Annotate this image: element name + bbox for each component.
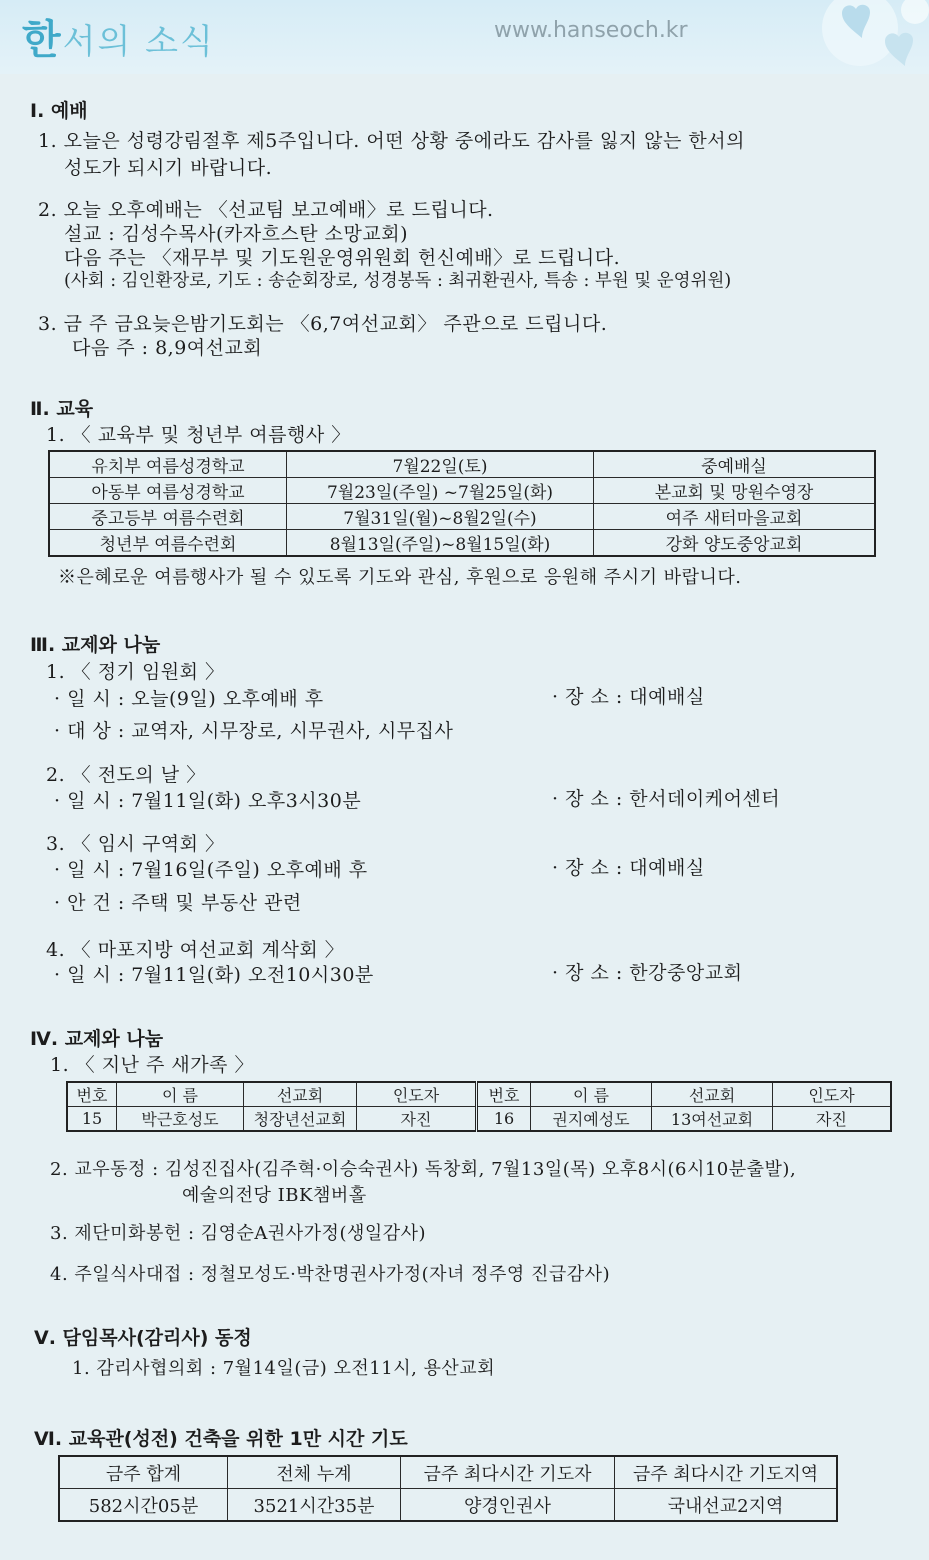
fellowship-item-1-date: · 일 시 : 오늘(9일) 오후예배 후: [54, 688, 324, 710]
fellowship-item-4-place: · 장 소 : 한강중앙교회: [552, 962, 743, 984]
summer-events-table: [48, 450, 876, 557]
fellowship-item-2-date: · 일 시 : 7월11일(화) 오후3시30분: [54, 790, 362, 812]
worship-item-2-line-4: (사회 : 김인환장로, 기도 : 송순회장로, 성경봉독 : 최귀환권사, 특송 : 부원 및 운영위원): [64, 271, 732, 291]
table-row: 아동부 여름성경학교 7월23일(주일) ~7월25일(화) 본교회 및 망원수영장: [49, 478, 875, 504]
new-family-title: 1. 〈 지난 주 새가족 〉: [50, 1054, 254, 1076]
lunch-sponsor: 4. 주일식사대접 : 정철모성도·박찬명권사가정(자녀 정주영 진급감사): [50, 1264, 611, 1285]
fellowship-item-3-title: 3. 〈 임시 구역회 〉: [46, 833, 225, 855]
table-row: 15 박근호성도 청장년선교회 자진 16 권지예성도 13여선교회 자진: [67, 1107, 891, 1132]
fellowship-item-1-place: · 장 소 : 대예배실: [552, 686, 705, 708]
heart-decoration-icon: [740, 0, 929, 74]
worship-item-2-line-2: 설교 : 김성수목사(카자흐스탄 소망교회): [64, 223, 409, 245]
fellowship-item-3-date: · 일 시 : 7월16일(주일) 오후예배 후: [54, 859, 368, 881]
newsletter-title: 한서의 소식: [22, 17, 215, 63]
fellowship-item-1-target: · 대 상 : 교역자, 시무장로, 시무권사, 시무집사: [54, 720, 454, 742]
worship-item-1-line-1: 1. 오늘은 성령강림절후 제5주입니다. 어떤 상황 중에라도 감사를 잃지 않는 한서의: [38, 130, 745, 152]
table-row: 금주 합계 전체 누계 금주 최다시간 기도자 금주 최다시간 기도지역: [59, 1456, 837, 1489]
worship-item-3-line-1: 3. 금 주 금요늦은밤기도회는 〈6,7여선교회〉 주관으로 드립니다.: [38, 313, 608, 335]
member-news-line-2: 예술의전당 IBK챔버홀: [182, 1185, 367, 1206]
section-5-heading: Ⅴ. 담임목사(감리사) 동정: [34, 1327, 252, 1349]
education-event-title: 1. 〈 교육부 및 청년부 여름행사 〉: [46, 424, 351, 446]
table-row: 582시간05분 3521시간35분 양경인권사 국내선교2지역: [59, 1489, 837, 1522]
fellowship-item-4-date: · 일 시 : 7월11일(화) 오전10시30분: [54, 964, 374, 986]
prayer-hours-table: [58, 1455, 838, 1522]
table-row: 중고등부 여름수련회 7월31일(월)~8월2일(수) 여주 새터마을교회: [49, 504, 875, 530]
worship-item-1-line-2: 성도가 되시기 바랍니다.: [64, 157, 273, 179]
fellowship-item-3-place: · 장 소 : 대예배실: [552, 857, 705, 879]
altar-flowers: 3. 제단미화봉헌 : 김영순A권사가정(생일감사): [50, 1223, 427, 1244]
section-6-heading: Ⅵ. 교육관(성전) 건축을 위한 1만 시간 기도: [34, 1428, 408, 1450]
table-row: 유치부 여름성경학교 7월22일(토) 중예배실: [49, 451, 875, 478]
website-url[interactable]: www.hanseoch.kr: [494, 18, 688, 43]
new-family-table: [66, 1081, 892, 1132]
fellowship-item-1-title: 1. 〈 정기 임원회 〉: [46, 661, 225, 683]
fellowship-item-4-title: 4. 〈 마포지방 여선교회 계삭회 〉: [46, 939, 345, 961]
fellowship-item-2-title: 2. 〈 전도의 날 〉: [46, 764, 206, 786]
newsletter-header: [0, 0, 929, 74]
section-4-heading: Ⅳ. 교제와 나눔: [30, 1028, 164, 1050]
worship-item-3-line-2: 다음 주 : 8,9여선교회: [72, 337, 263, 359]
section-3-heading: Ⅲ. 교제와 나눔: [30, 634, 161, 656]
section-2-heading: Ⅱ. 교육: [30, 398, 94, 420]
table-row: 번호 이 름 선교회 인도자 번호 이 름 선교회 인도자: [67, 1082, 891, 1107]
education-note: ※은혜로운 여름행사가 될 수 있도록 기도와 관심, 후원으로 응원해 주시기 바랍니다.: [58, 567, 742, 588]
table-row: 청년부 여름수련회 8월13일(주일)~8월15일(화) 강화 양도중앙교회: [49, 530, 875, 557]
worship-item-2-line-3: 다음 주는 〈재무부 및 기도원운영위원회 헌신예배〉로 드립니다.: [64, 247, 621, 269]
pastor-schedule: 1. 감리사협의회 : 7월14일(금) 오전11시, 용산교회: [72, 1358, 496, 1379]
member-news-line-1: 2. 교우동정 : 김성진집사(김주혁·이승숙권사) 독창회, 7월13일(목) 오후8시(6시10분출발),: [50, 1159, 797, 1180]
section-1-heading: Ⅰ. 예배: [30, 100, 88, 122]
fellowship-item-2-place: · 장 소 : 한서데이케어센터: [552, 788, 781, 810]
worship-item-2-line-1: 2. 오늘 오후예배는 〈선교팀 보고예배〉로 드립니다.: [38, 199, 494, 221]
fellowship-item-3-agenda: · 안 건 : 주택 및 부동산 관련: [54, 892, 302, 914]
